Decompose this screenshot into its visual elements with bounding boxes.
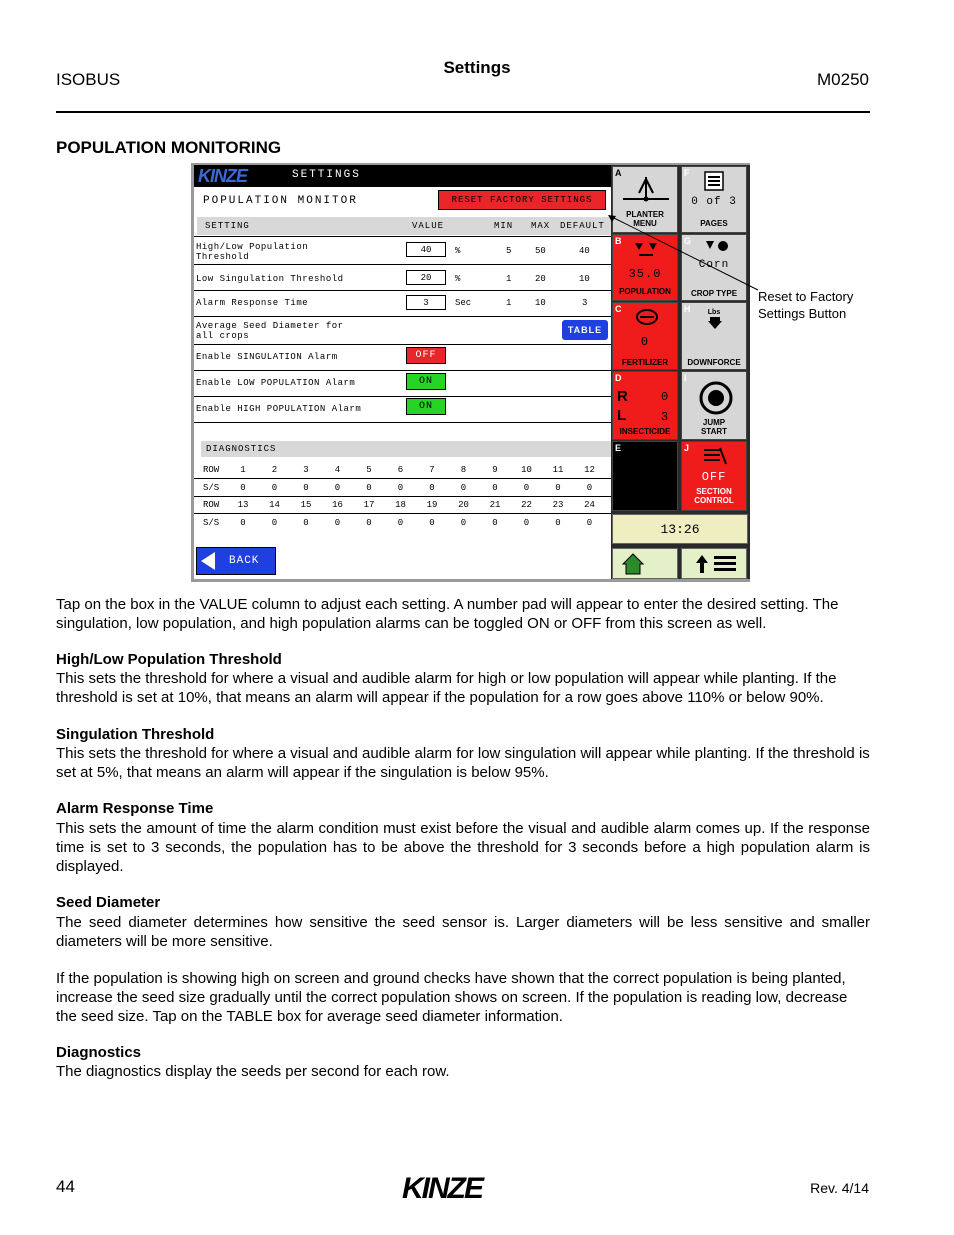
softkey-letter: A bbox=[615, 168, 622, 178]
insecticide-l-value: 3 bbox=[661, 410, 669, 424]
default-value: 40 bbox=[579, 246, 590, 256]
diag-cell: 0 bbox=[460, 518, 467, 528]
diag-cell: 0 bbox=[366, 518, 372, 528]
softkey-letter: D bbox=[615, 373, 622, 383]
col-setting: SETTING bbox=[205, 221, 250, 231]
toggle-label: Enable HIGH POPULATION Alarm bbox=[196, 404, 362, 414]
reset-factory-settings-button[interactable]: RESET FACTORY SETTINGS bbox=[438, 190, 606, 210]
home-icon bbox=[622, 553, 644, 575]
softkey-letter: F bbox=[684, 168, 690, 178]
diag-cell: 9 bbox=[492, 465, 498, 475]
diag-cell: 2 bbox=[271, 465, 278, 475]
diag-cell: 0 bbox=[555, 483, 561, 493]
value-input-singulation[interactable]: 20 bbox=[406, 270, 446, 285]
callout-line: Settings Button bbox=[758, 306, 847, 321]
col-value: VALUE bbox=[412, 221, 445, 231]
diag-cell: 0 bbox=[492, 483, 498, 493]
diag-cell: 0 bbox=[303, 483, 309, 493]
diag-cell: 10 bbox=[521, 465, 532, 475]
softkey-caption: MENU bbox=[633, 219, 657, 228]
diag-cell: 0 bbox=[429, 483, 435, 493]
diag-cell: 6 bbox=[397, 465, 404, 475]
diag-cell: 0 bbox=[303, 518, 309, 528]
softkey-caption: START bbox=[700, 427, 728, 436]
softkey-caption: POPULATION bbox=[619, 287, 671, 296]
diag-cell: 0 bbox=[586, 483, 593, 493]
diag-cell: 8 bbox=[460, 465, 467, 475]
diag-cell: 0 bbox=[397, 483, 404, 493]
setting-label: Low Singulation Threshold bbox=[196, 274, 344, 284]
low-population-alarm-toggle[interactable]: ON bbox=[406, 373, 446, 390]
screen-title: SETTINGS bbox=[292, 169, 361, 181]
softkey-letter: E bbox=[615, 443, 622, 453]
section-text: If the population is showing high on screen and ground checks have shown that the correct population is being planted, increase the seed size gradually until the correct population shows on screen. If the population is reading low, decrease the seed size. Tap on the TABLE box for average seed diameter information. bbox=[56, 970, 848, 1025]
diag-cell: 19 bbox=[426, 500, 438, 510]
row-divider bbox=[194, 513, 611, 514]
section-value: OFF bbox=[701, 470, 727, 484]
back-arrow-icon bbox=[201, 552, 215, 570]
softkey-letter: I bbox=[684, 373, 687, 383]
section-text: The seed diameter determines how sensitive the seed sensor is. Larger diameters will be less sensitive and smaller diameters will be more sensitive. bbox=[56, 914, 870, 950]
up-menu-icon bbox=[694, 553, 738, 577]
section-text: This sets the threshold for where a visual and audible alarm for high or low population will appear while planting. If the threshold is set at 10%, that means an alarm will appear if the population for a row goes above 110% or below 90%. bbox=[56, 670, 837, 706]
setting-label bbox=[196, 242, 308, 262]
softkey-letter: C bbox=[615, 304, 622, 314]
header-right: M0250 bbox=[817, 70, 869, 89]
jump-start-icon bbox=[696, 378, 736, 416]
unit: Sec bbox=[455, 298, 472, 308]
crop-value: Corn bbox=[698, 259, 730, 271]
col-max: MAX bbox=[531, 221, 551, 231]
softkey-fertilizer[interactable] bbox=[612, 302, 678, 370]
min-value: 1 bbox=[506, 274, 512, 284]
diag-row-label: ROW bbox=[203, 500, 220, 510]
unit: % bbox=[455, 246, 461, 256]
header-rule bbox=[56, 111, 870, 113]
softkey-letter: G bbox=[684, 236, 692, 246]
row-divider bbox=[194, 316, 611, 317]
row-divider bbox=[194, 290, 611, 291]
row-divider bbox=[194, 344, 611, 345]
diag-cell: 0 bbox=[240, 483, 246, 493]
diag-cell: 0 bbox=[555, 518, 561, 528]
pages-icon bbox=[704, 171, 724, 191]
default-value: 3 bbox=[582, 298, 588, 308]
row-divider bbox=[194, 496, 611, 497]
max-value: 50 bbox=[535, 246, 546, 256]
fertilizer-icon bbox=[635, 307, 659, 327]
max-value: 20 bbox=[535, 274, 546, 284]
page-header-title: Settings bbox=[443, 58, 511, 77]
revision: Rev. 4/14 bbox=[810, 1180, 869, 1196]
softkey-caption: INSECTICIDE bbox=[619, 427, 671, 436]
pages-value: 0 of 3 bbox=[691, 196, 737, 208]
section-text: The diagnostics display the seeds per second for each row. bbox=[56, 1063, 450, 1080]
footer-logo: KINZE bbox=[402, 1172, 482, 1205]
diag-cell: 5 bbox=[366, 465, 372, 475]
section-text: This sets the amount of time the alarm condition must exist before the visual and audible alarm comes up. If the response time is set to 3 seconds, the population has to be above the threshold for 3 seconds before a high population alarm is displayed. bbox=[56, 820, 870, 875]
diag-cell: 12 bbox=[584, 465, 595, 475]
softkey-caption: SECTION bbox=[696, 487, 732, 496]
insecticide-l: L bbox=[617, 407, 627, 424]
seed-diameter-label-line: all crops bbox=[196, 331, 250, 341]
diag-cell: 7 bbox=[429, 465, 435, 475]
diag-cell: 0 bbox=[397, 518, 404, 528]
row-divider bbox=[194, 264, 611, 265]
softkey-caption: PAGES bbox=[700, 219, 728, 228]
intro-paragraph: Tap on the box in the VALUE column to adjust each setting. A number pad will appear to enter the desired setting. The singulation, low population, and high population alarms can be toggled ON or OFF from this screen as well. bbox=[56, 596, 839, 632]
row-divider bbox=[194, 422, 611, 423]
toggle-label: Enable SINGULATION Alarm bbox=[196, 352, 338, 362]
softkey-insecticide[interactable] bbox=[612, 371, 678, 440]
softkey-letter: H bbox=[684, 304, 691, 314]
diag-cell: 18 bbox=[395, 500, 406, 510]
section-title: POPULATION MONITORING bbox=[56, 138, 282, 157]
population-monitor-title: POPULATION MONITOR bbox=[203, 195, 358, 207]
diag-cell: 0 bbox=[334, 518, 341, 528]
seed-diameter-label-line: Average Seed Diameter for bbox=[196, 321, 344, 331]
softkey-letter: B bbox=[615, 236, 622, 246]
setting-label: Alarm Response Time bbox=[196, 298, 309, 308]
diag-cell: 16 bbox=[332, 500, 343, 510]
diag-cell: 0 bbox=[429, 518, 435, 528]
diag-cell: 11 bbox=[552, 465, 564, 475]
default-value: 10 bbox=[579, 274, 590, 284]
page-number: 44 bbox=[56, 1177, 75, 1196]
insecticide-r-value: 0 bbox=[661, 390, 669, 404]
diag-ss-label: S/S bbox=[203, 518, 220, 528]
diag-cell: 13 bbox=[237, 500, 249, 510]
singulation-alarm-toggle[interactable]: OFF bbox=[406, 347, 446, 364]
softkey-caption: FERTILIZER bbox=[621, 358, 669, 367]
diag-cell: 1 bbox=[240, 465, 246, 475]
clock: 13:26 bbox=[612, 514, 748, 544]
section-heading: High/Low Population Threshold bbox=[56, 651, 282, 668]
value-input-threshold[interactable]: 40 bbox=[406, 242, 446, 257]
menu-up-button[interactable] bbox=[681, 548, 747, 579]
softkey-jump-start[interactable] bbox=[681, 371, 747, 440]
header-left: ISOBUS bbox=[56, 70, 121, 89]
softkey-caption: PLANTER bbox=[626, 210, 664, 219]
back-button[interactable] bbox=[196, 547, 276, 575]
min-value: 5 bbox=[506, 246, 512, 256]
diag-cell: 0 bbox=[334, 483, 341, 493]
row-divider bbox=[194, 396, 611, 397]
table-button[interactable]: TABLE bbox=[562, 320, 608, 340]
setting-label-line: High/Low Population bbox=[196, 242, 309, 252]
diag-row-label: ROW bbox=[203, 465, 220, 475]
callout-label bbox=[758, 288, 853, 322]
section-text: This sets the threshold for where a visual and audible alarm for low singulation will appear while planting. If the threshold is set at 5%, that means an alarm will appear if the singulation is below 95%. bbox=[56, 745, 870, 781]
softkey-caption: CONTROL bbox=[694, 496, 734, 505]
kinze-logo: KINZE bbox=[198, 166, 247, 186]
fertilizer-value: 0 bbox=[640, 335, 650, 349]
diag-cell: 17 bbox=[363, 500, 375, 510]
diag-cell: 3 bbox=[303, 465, 309, 475]
callout-line: Reset to Factory bbox=[758, 289, 854, 304]
diag-cell: 21 bbox=[489, 500, 501, 510]
back-label: BACK bbox=[229, 555, 260, 567]
diag-cell: 4 bbox=[334, 465, 341, 475]
row-divider bbox=[194, 478, 611, 479]
softkey-caption: DOWNFORCE bbox=[687, 358, 741, 367]
diag-cell: 0 bbox=[240, 518, 246, 528]
softkey-caption: JUMP bbox=[702, 418, 726, 427]
min-value: 1 bbox=[506, 298, 512, 308]
softkey-caption: CROP TYPE bbox=[690, 289, 738, 298]
softkey-letter: J bbox=[684, 443, 690, 453]
diagnostics-title: DIAGNOSTICS bbox=[206, 444, 277, 454]
diag-cell: 0 bbox=[492, 518, 498, 528]
diag-cell: 0 bbox=[271, 518, 278, 528]
col-min: MIN bbox=[494, 221, 514, 231]
downforce-lbs: Lbs bbox=[707, 309, 721, 316]
diag-cell: 14 bbox=[269, 500, 280, 510]
value-input-response-time[interactable]: 3 bbox=[406, 295, 446, 310]
max-value: 10 bbox=[535, 298, 546, 308]
diag-cell: 24 bbox=[584, 500, 595, 510]
callout-arrow bbox=[600, 200, 760, 300]
softkey-section-control[interactable] bbox=[681, 441, 747, 511]
diag-cell: 0 bbox=[460, 483, 467, 493]
diag-cell: 0 bbox=[271, 483, 278, 493]
toggle-label: Enable LOW POPULATION Alarm bbox=[196, 378, 356, 388]
diag-cell: 20 bbox=[458, 500, 469, 510]
section-control-icon bbox=[702, 446, 728, 468]
softkey-downforce[interactable] bbox=[681, 302, 747, 370]
down-arrow-icon bbox=[708, 317, 722, 329]
softkey-empty[interactable] bbox=[612, 441, 678, 511]
section-heading: Diagnostics bbox=[56, 1044, 142, 1061]
home-button[interactable] bbox=[612, 548, 678, 579]
section-heading: Seed Diameter bbox=[56, 894, 161, 911]
seed-diameter-label bbox=[196, 321, 344, 341]
high-population-alarm-toggle[interactable]: ON bbox=[406, 398, 446, 415]
diag-cell: 15 bbox=[300, 500, 312, 510]
diag-cell: 0 bbox=[586, 518, 593, 528]
row-divider bbox=[194, 370, 611, 371]
diag-ss-label: S/S bbox=[203, 483, 220, 493]
screen-topbar bbox=[194, 165, 611, 187]
diag-cell: 0 bbox=[366, 483, 372, 493]
diag-cell: 22 bbox=[521, 500, 532, 510]
col-default: DEFAULT bbox=[560, 221, 605, 231]
section-heading: Alarm Response Time bbox=[56, 800, 214, 817]
population-value: 35.0 bbox=[628, 267, 662, 281]
unit: % bbox=[455, 274, 461, 284]
section-heading: Singulation Threshold bbox=[56, 726, 215, 743]
insecticide-r: R bbox=[617, 388, 628, 405]
diag-cell: 0 bbox=[523, 483, 530, 493]
diag-cell: 0 bbox=[523, 518, 530, 528]
diag-cell: 23 bbox=[552, 500, 564, 510]
row-divider bbox=[194, 236, 611, 237]
setting-label-line: Threshold bbox=[196, 252, 250, 262]
